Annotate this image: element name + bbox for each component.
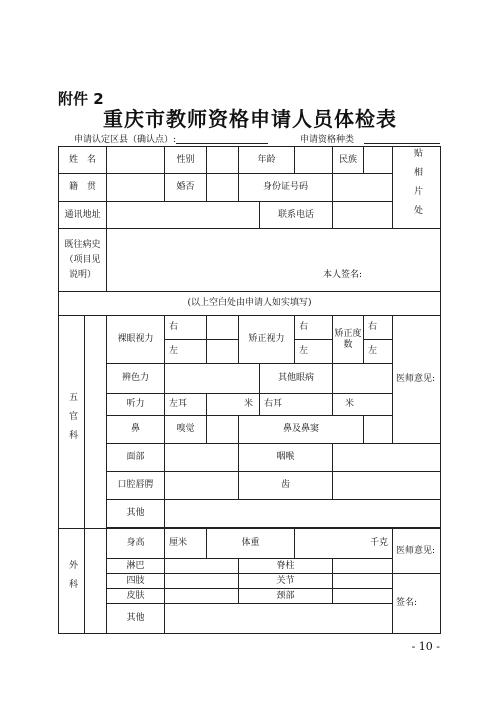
facial-doctor-opinion-label: 医师意见: [396, 374, 436, 384]
corrected-right-label: 右 [295, 316, 333, 340]
type-field[interactable] [364, 143, 440, 144]
id-number-field[interactable] [333, 174, 393, 202]
naked-left-field[interactable] [207, 340, 239, 364]
county-field[interactable] [176, 143, 268, 144]
corrected-vision-label: 矫正视力 [239, 316, 295, 364]
gender-label: 性别 [165, 147, 207, 174]
corrected-left-label: 左 [295, 340, 333, 364]
weight-unit: 千克 [295, 529, 393, 559]
smell-field[interactable] [207, 416, 239, 444]
weight-label: 体重 [207, 529, 295, 559]
throat-label: 咽喉 [239, 444, 333, 472]
surgery-signature-label: 签名: [396, 598, 418, 608]
surgery-doctor-opinion-label: 医师意见: [396, 545, 436, 556]
height-label: 身高 [107, 529, 165, 559]
left-ear-unit: 米 [207, 394, 260, 416]
marital-field[interactable] [207, 174, 239, 202]
type-label: 申请资格种类 [300, 135, 355, 145]
neck-field[interactable] [333, 589, 393, 604]
sinus-label: 鼻及鼻窦 [239, 416, 364, 444]
name-label: 姓 名 [59, 147, 107, 174]
color-vision-label: 辨色力 [107, 364, 165, 394]
hearing-label: 听力 [107, 394, 165, 416]
limbs-field[interactable] [165, 574, 239, 589]
self-signature-label: 本人签名: [322, 270, 363, 280]
throat-field[interactable] [333, 444, 441, 472]
facial-section-gap [85, 316, 107, 529]
ethnicity-field[interactable] [364, 147, 393, 174]
id-number-label: 身份证号码 [239, 174, 333, 202]
surgery-signature-cell[interactable] [393, 574, 441, 634]
age-label: 年龄 [239, 147, 295, 174]
teeth-label: 齿 [239, 472, 333, 500]
history-label: 既往病史（项目见说明） [59, 229, 107, 292]
correction-degree-label: 矫正度数 [333, 316, 364, 364]
facial-other-field[interactable] [165, 500, 441, 528]
right-ear-unit: 米 [333, 394, 441, 416]
exam-form-table [58, 146, 441, 634]
photo-label: 贴相片处 [412, 147, 423, 224]
joints-field[interactable] [333, 574, 393, 589]
phone-field[interactable] [333, 202, 393, 229]
spine-label: 脊柱 [239, 559, 333, 574]
skin-label: 皮肤 [107, 589, 165, 604]
nose-label: 鼻 [107, 416, 165, 444]
right-ear-label: 右耳 [260, 394, 333, 416]
left-ear-label: 左耳 [165, 394, 207, 416]
other-eye-label: 其他眼病 [260, 364, 333, 394]
smell-label: 嗅觉 [165, 416, 207, 444]
facial-other-label: 其他 [107, 500, 165, 528]
degree-left-label: 左 [364, 340, 393, 364]
face-field[interactable] [165, 444, 239, 472]
naked-right-field[interactable] [207, 316, 239, 340]
page-title: 重庆市教师资格申请人员体检表 [103, 107, 397, 131]
native-place-field[interactable] [107, 174, 165, 202]
limbs-label: 四肢 [107, 574, 165, 589]
surgery-other-field[interactable] [165, 604, 393, 634]
naked-vision-label: 裸眼视力 [107, 316, 165, 364]
phone-label: 联系电话 [260, 202, 333, 229]
color-vision-field[interactable] [165, 364, 260, 394]
degree-right-label: 右 [364, 316, 393, 340]
marital-label: 婚否 [165, 174, 207, 202]
joints-label: 关节 [239, 574, 333, 589]
photo-area [393, 147, 441, 229]
surgery-section-label: 外科 [59, 529, 85, 634]
mouth-field[interactable] [165, 472, 239, 500]
address-field[interactable] [107, 202, 260, 229]
gender-field[interactable] [207, 147, 239, 174]
county-label: 申请认定区县（确认点）: [74, 135, 177, 145]
native-place-label: 籍 贯 [59, 174, 107, 202]
naked-right-label: 右 [165, 316, 207, 340]
address-label: 通讯地址 [59, 202, 107, 229]
history-field[interactable] [107, 229, 441, 292]
ethnicity-label: 民族 [333, 147, 364, 174]
spine-field[interactable] [333, 559, 393, 574]
page-number: - 10 - [411, 640, 440, 653]
height-unit: 厘米 [165, 529, 207, 559]
skin-field[interactable] [165, 589, 239, 604]
surgery-section-gap [85, 529, 107, 634]
teeth-field[interactable] [333, 472, 441, 500]
age-field[interactable] [295, 147, 333, 174]
lymph-field[interactable] [165, 559, 239, 574]
lymph-label: 淋巴 [107, 559, 165, 574]
face-label: 面部 [107, 444, 165, 472]
mouth-label: 口腔唇腭 [107, 472, 165, 500]
surgery-opinion-cell[interactable] [393, 529, 441, 574]
neck-label: 颈部 [239, 589, 333, 604]
facial-section-label: 五官科 [59, 316, 85, 529]
naked-left-label: 左 [165, 340, 207, 364]
annex-label: 附件 2 [58, 90, 104, 108]
surgery-other-label: 其他 [107, 604, 165, 634]
applicant-note: (以上空白处由申请人如实填写) [59, 292, 441, 316]
sinus-field[interactable] [364, 416, 441, 444]
name-field[interactable] [107, 147, 165, 174]
